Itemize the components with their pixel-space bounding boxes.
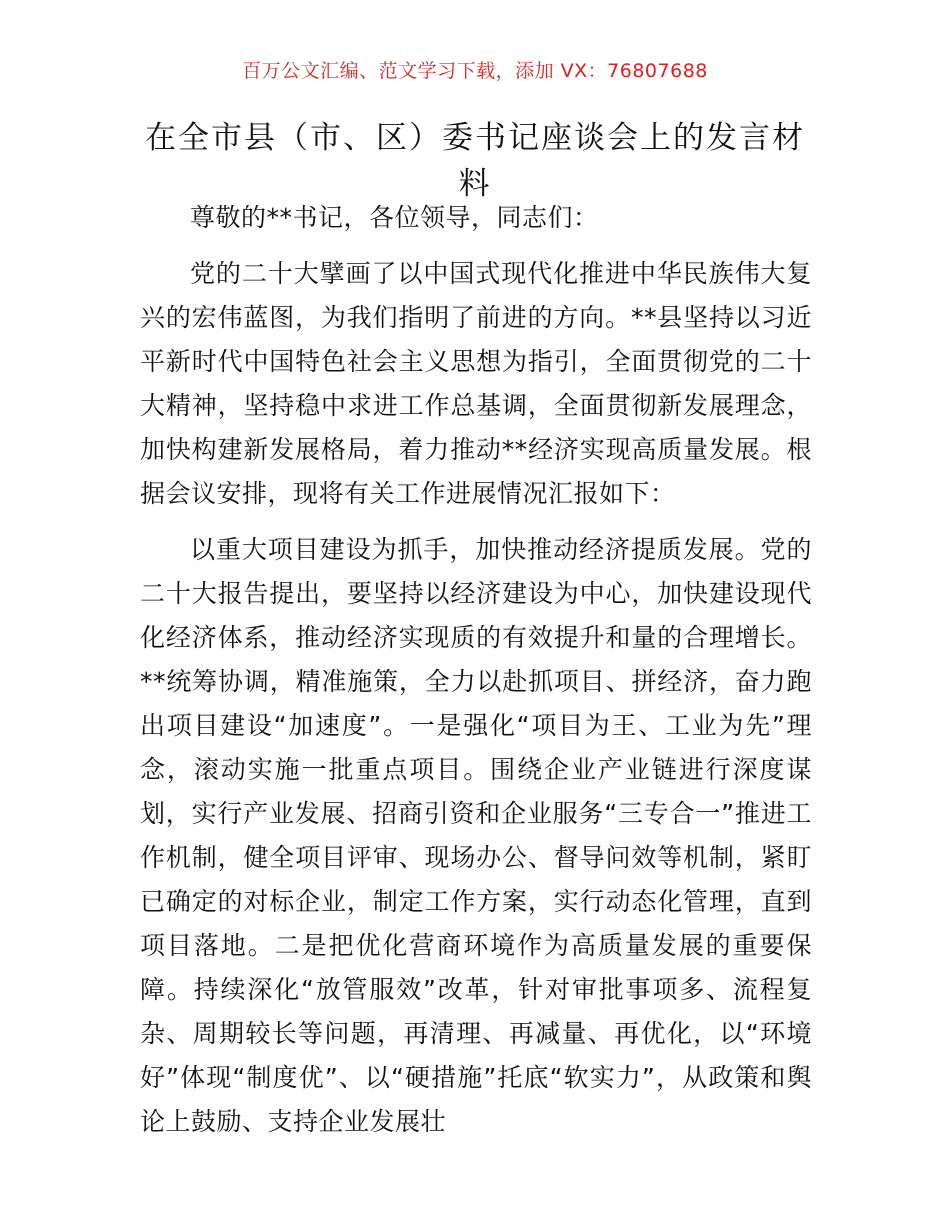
paragraph-projects: 以重大项目建设为抓手，加快推动经济提质发展。党的二十大报告提出，要坚持以经济建设为中心，加快建设现代化经济体系，推动经济实现质的有效提升和量的合理增长。**统筹协调，精准施策，全力以赴抓项目、拼经济，奋力跑出项目建设“加速度”。一是强化“项目为王、工业为先”理念，滚动实施一批重点项目。围绕企业产业链进行深度谋划，实行产业发展、招商引资和企业服务“三专合一”推进工作机制，健全项目评审、现场办公、督导问效等机制，紧盯已确定的对标企业，制定工作方案，实行动态化管理，直到项目落地。二是把优化营商环境作为高质量发展的重要保障。持续深化“放管服效”改革，针对审批事项多、流程复杂、周期较长等问题，再清理、再减量、再优化，以“环境好”体现“制度优”、以“硬措施”托底“软实力”，从政策和舆论上鼓励、支持企业发展壮 — [140, 535, 812, 1136]
watermark-banner: 百万公文汇编、范文学习下载，添加 VX：76807688 — [242, 60, 708, 82]
document-body — [140, 196, 812, 1156]
paragraph-intro: 党的二十大擘画了以中国式现代化推进中华民族伟大复兴的宏伟蓝图，为我们指明了前进的方向。**县坚持以习近平新时代中国特色社会主义思想为指引，全面贯彻党的二十大精神，坚持稳中求进工作总基调，全面贯彻新发展理念，加快构建新发展格局，着力推动**经济实现高质量发展。根据会议安排，现将有关工作进展情况汇报如下： — [140, 259, 812, 508]
document-title: 在全市县（市、区）委书记座谈会上的发言材料 — [145, 120, 805, 202]
salutation: 尊敬的**书记，各位领导，同志们： — [190, 203, 599, 232]
